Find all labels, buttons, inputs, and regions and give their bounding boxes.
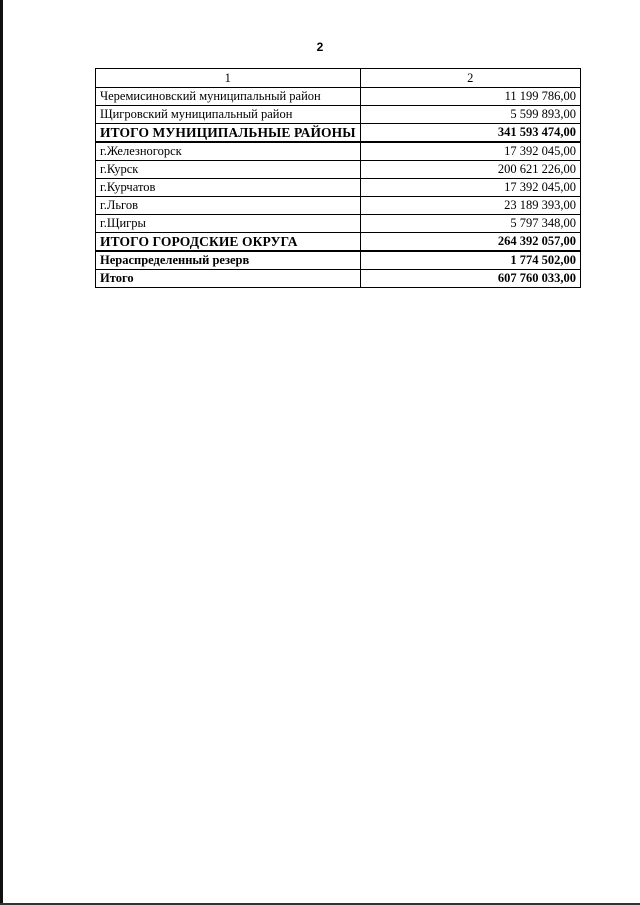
- row-amount: 264 392 057,00: [360, 233, 580, 252]
- row-amount: 23 189 393,00: [360, 197, 580, 215]
- row-name: Щигровский муниципальный район: [96, 106, 361, 124]
- table-header-row: [96, 69, 581, 88]
- row-name: ИТОГО ГОРОДСКИЕ ОКРУГА: [96, 233, 361, 252]
- row-amount: 17 392 045,00: [360, 179, 580, 197]
- table-row-unallocated-reserve: [96, 251, 581, 270]
- row-amount: 5 599 893,00: [360, 106, 580, 124]
- table-row-kursk: [96, 161, 581, 179]
- table-row-total-municipal-districts: [96, 124, 581, 143]
- table-row-shchigry: [96, 215, 581, 233]
- page-number: 2: [316, 40, 324, 54]
- table-row-lgov: [96, 197, 581, 215]
- column-header-1: 1: [96, 69, 361, 88]
- row-amount: 11 199 786,00: [360, 88, 580, 106]
- table-row-shchigrovsky: [96, 106, 581, 124]
- row-amount: 607 760 033,00: [360, 270, 580, 288]
- row-name: г.Курчатов: [96, 179, 361, 197]
- row-name: г.Льгов: [96, 197, 361, 215]
- table-row-zheleznogorsk: [96, 142, 581, 161]
- row-name: Нераспределенный резерв: [96, 251, 361, 270]
- row-amount: 17 392 045,00: [360, 142, 580, 161]
- row-amount: 341 593 474,00: [360, 124, 580, 143]
- table-row-grand-total: [96, 270, 581, 288]
- scan-edge-left: [0, 0, 3, 905]
- row-amount: 200 621 226,00: [360, 161, 580, 179]
- column-header-2: 2: [360, 69, 580, 88]
- row-name: ИТОГО МУНИЦИПАЛЬНЫЕ РАЙОНЫ: [96, 124, 361, 143]
- table-row-total-city-districts: [96, 233, 581, 252]
- allocation-table: [95, 68, 581, 288]
- table-row-kurchatov: [96, 179, 581, 197]
- row-name: г.Железногорск: [96, 142, 361, 161]
- row-name: г.Щигры: [96, 215, 361, 233]
- row-name: г.Курск: [96, 161, 361, 179]
- row-amount: 1 774 502,00: [360, 251, 580, 270]
- row-amount: 5 797 348,00: [360, 215, 580, 233]
- table-row-cheremisinovsky: [96, 88, 581, 106]
- row-name: Черемисиновский муниципальный район: [96, 88, 361, 106]
- row-name: Итого: [96, 270, 361, 288]
